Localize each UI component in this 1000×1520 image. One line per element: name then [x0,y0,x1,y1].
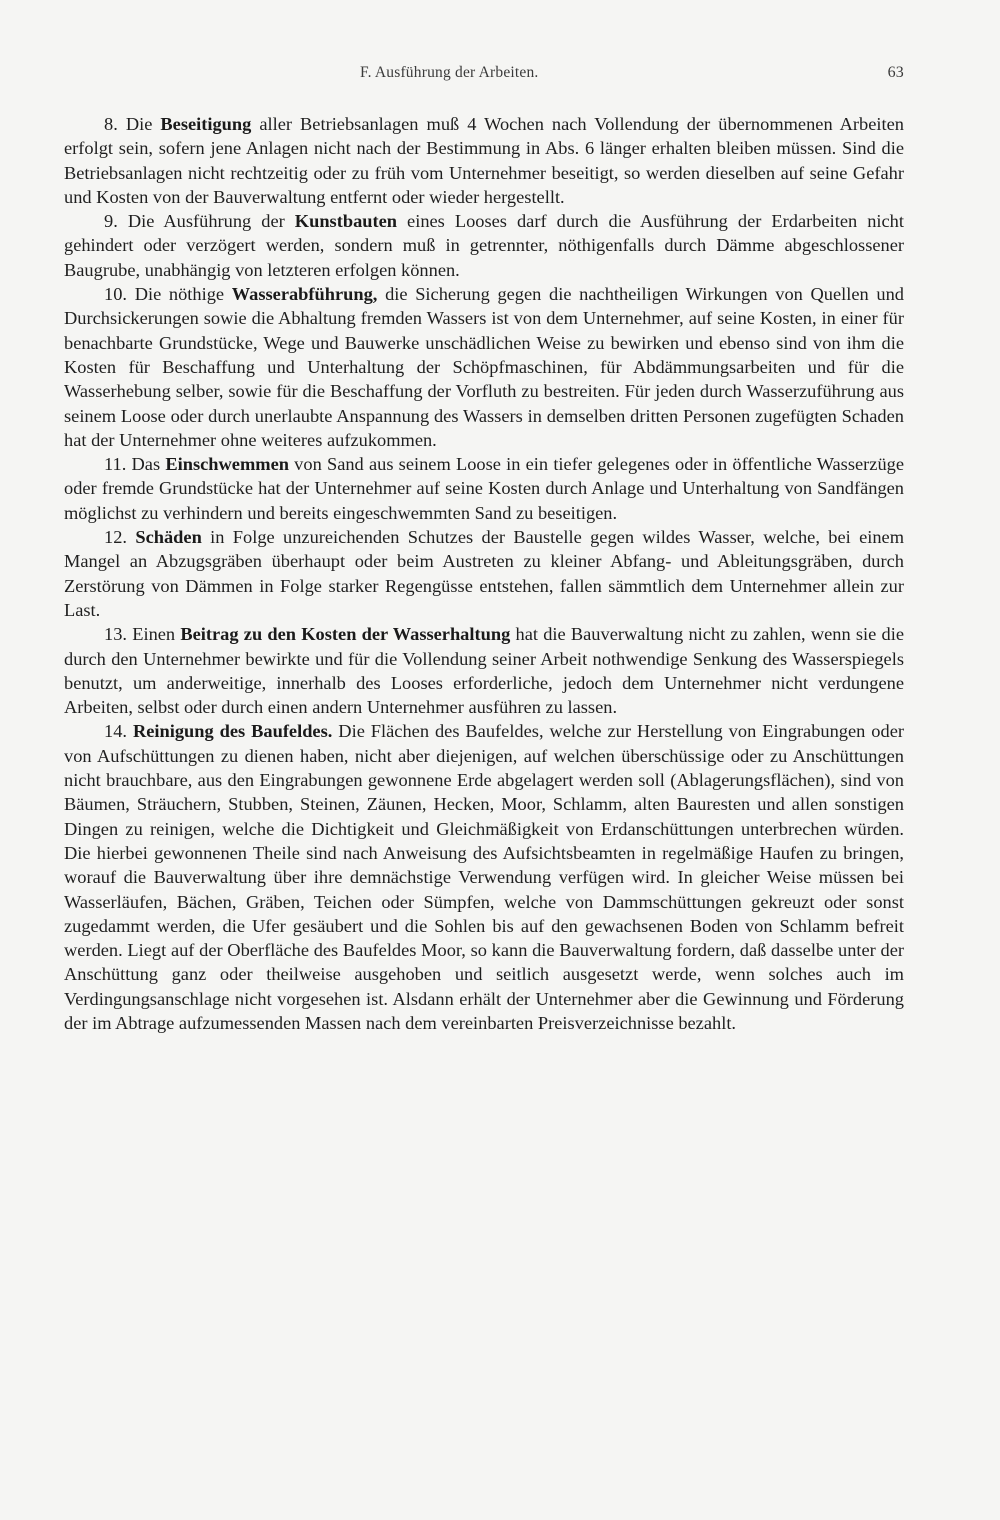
paragraph-number: 13. [104,624,127,645]
paragraph-text: hat die Bauverwaltung nicht zu zahlen, wenn sie die durch den Unternehmer bewirkte und für die Vollendung seiner Arbeit nothwendige Senkung des Wasserspiegels benutzt, um anderweitige, innerhalb des Looses erforderliche, jedoch dem Unternehmer nicht verdungene Arbeiten, selbst oder durch einen andern Unternehmer ausführen zu lassen. [64,624,905,718]
paragraph-keyword: Einschwemmen [165,454,289,475]
paragraph-text-lead: Das [131,454,166,475]
paragraph-number: 14. [104,721,127,742]
paragraph-keyword: Beitrag zu den Kosten der Wasserhaltung [180,624,511,645]
paragraph-number: 8. [104,114,118,134]
paragraph-9 [64,209,904,282]
paragraph-12 [64,525,904,622]
paragraph-13 [64,622,904,719]
paragraph-keyword: Wasserabführung, [231,284,378,305]
page-number: 63 [887,64,904,81]
running-head [64,64,904,90]
paragraph-text: Die Flächen des Baufeldes, welche zur Herstellung von Eingrabungen oder von Aufschüttungen zu dienen haben, nicht aber diejenigen, auf welchen überschüssige oder zu Anschüttungen nicht brauchbare, aus den Eingrabungen gewonnene Erde abgelagert werden soll (Ablagerungsflächen), sind von Bäumen, Sträuchern, Stubben, Steinen, Zäunen, Hecken, Moor, Schlamm, alten Bauresten und allen sonstigen Dingen zu reinigen, welche die Dichtigkeit und Gleichmäßigkeit von Erdanschüttungen unterbrechen würden. Die hierbei gewonnenen Theile sind nach Anweisung des Aufsichtsbeamten in regelmäßige Haufen zu bringen, worauf die Bauverwaltung über ihre demnächstige Verwendung verfügen wird. In gleicher Weise müssen bei Wasserläufen, Bächen, Gräben, Teichen oder Sümpfen, welche von Dammschüttungen gekreuzt oder sonst zugedammt werden, die Ufer gesäubert und die Sohlen bis auf den gewachsenen Boden von Schlamm befreit werden. Liegt auf der Oberfläche des Baufeldes Moor, so kann die Bauverwaltung fordern, daß dasselbe unter der Anschüttung ganz oder theilweise ausgehoben und seitlich ausgesetzt werde, wenn solches auch im Verdingungsanschlage nicht vorgesehen ist. Alsdann erhält der Unternehmer aber die Gewinnung und Förderung der im Abtrage aufzumessenden Massen nach dem vereinbarten Preisverzeichnisse bezahlt. [64,721,904,1033]
running-head-title: F. Ausführung der Arbeiten. [360,64,539,81]
paragraph-keyword: Schäden [135,527,202,548]
paragraph-number: 10. [104,284,127,305]
paragraph-text: die Sicherung gegen die nachtheiligen Wirkungen von Quellen und Durchsickerungen sowie die Abhaltung fremden Wassers ist von dem Unternehmer, auf seine Kosten, in einer für benachbarte Grundstücke, Wege und Bauwerke unschädlichen Weise zu bewirken und ebenso sind von ihm die Kosten für Beschaffung und Unterhaltung der Schöpfmaschinen, für Abdämmungsarbeiten und für die Wasserhebung selber, sowie für die Beschaffung der Vorfluth zu bestreiten. Für jeden durch Wasserzuführung aus seinem Loose oder durch unerlaubte Anspannung des Wassers in demselben dritten Personen zugefügten Schaden hat der Unternehmer ohne weiteres aufzukommen. [64,284,904,450]
paragraph-text: von Sand aus seinem Loose in ein tiefer gelegenes oder in öffentliche Wasserzüge oder fremde Grundstücke hat der Unternehmer auf seine Kosten durch Anlage und Unterhaltung von Sandfängen möglichst zu verhindern und bereits eingeschwemmten Sand zu beseitigen. [64,454,904,523]
paragraph-number: 12. [104,527,127,548]
paragraph-text-lead: Die [125,114,161,134]
paragraph-14 [64,719,904,1035]
paragraph-text-lead: Die Ausführung der [127,211,295,232]
paragraph-keyword: Beseitigung [160,114,252,134]
paragraph-keyword: Reinigung des Baufeldes. [132,721,333,742]
paragraph-text: in Folge unzureichenden Schutzes der Baustelle gegen wildes Wasser, welche, bei einem Mangel an Abzugsgräben überhaupt oder beim Austreten zu kleiner Abfang- und Ableitungsgräben, durch Zerstörung von Dämmen in Folge starker Regengüsse entstehen, fallen sämmtlich dem Unternehmer allein zur Last. [64,527,905,620]
paragraph-keyword: Kunstbauten [294,211,398,232]
paragraph-number: 11. [104,454,127,475]
paragraph-text-lead: Einen [132,624,181,645]
paragraph-text: eines Looses darf durch die Ausführung der Erdarbeiten nicht gehindert oder verzögert werden, sondern muß in getrennter, nöthigenfalls durch Dämme abgeschlossener Baugrube, unabhängig von letzteren erfolgen können. [64,211,904,280]
paragraph-10 [64,282,904,452]
paragraph-number: 9. [104,211,118,232]
paragraph-11 [64,452,904,525]
body-text [64,112,904,1035]
paragraph-text: aller Betriebsanlagen muß 4 Wochen nach Vollendung der übernommenen Arbeiten erfolgt sein, sofern jene Anlagen nicht nach der Bestimmung in Abs. 6 länger erhalten bleiben müssen. Sind die Betriebsanlagen nicht rechtzeitig oder zu früh vom Unternehmer beseitigt, so werden dieselben auf seine Gefahr und Kosten von der Bauverwaltung entfernt oder wieder hergestellt. [64,114,904,207]
paragraph-8 [64,112,904,209]
paragraph-text-lead: Die nöthige [134,284,232,305]
